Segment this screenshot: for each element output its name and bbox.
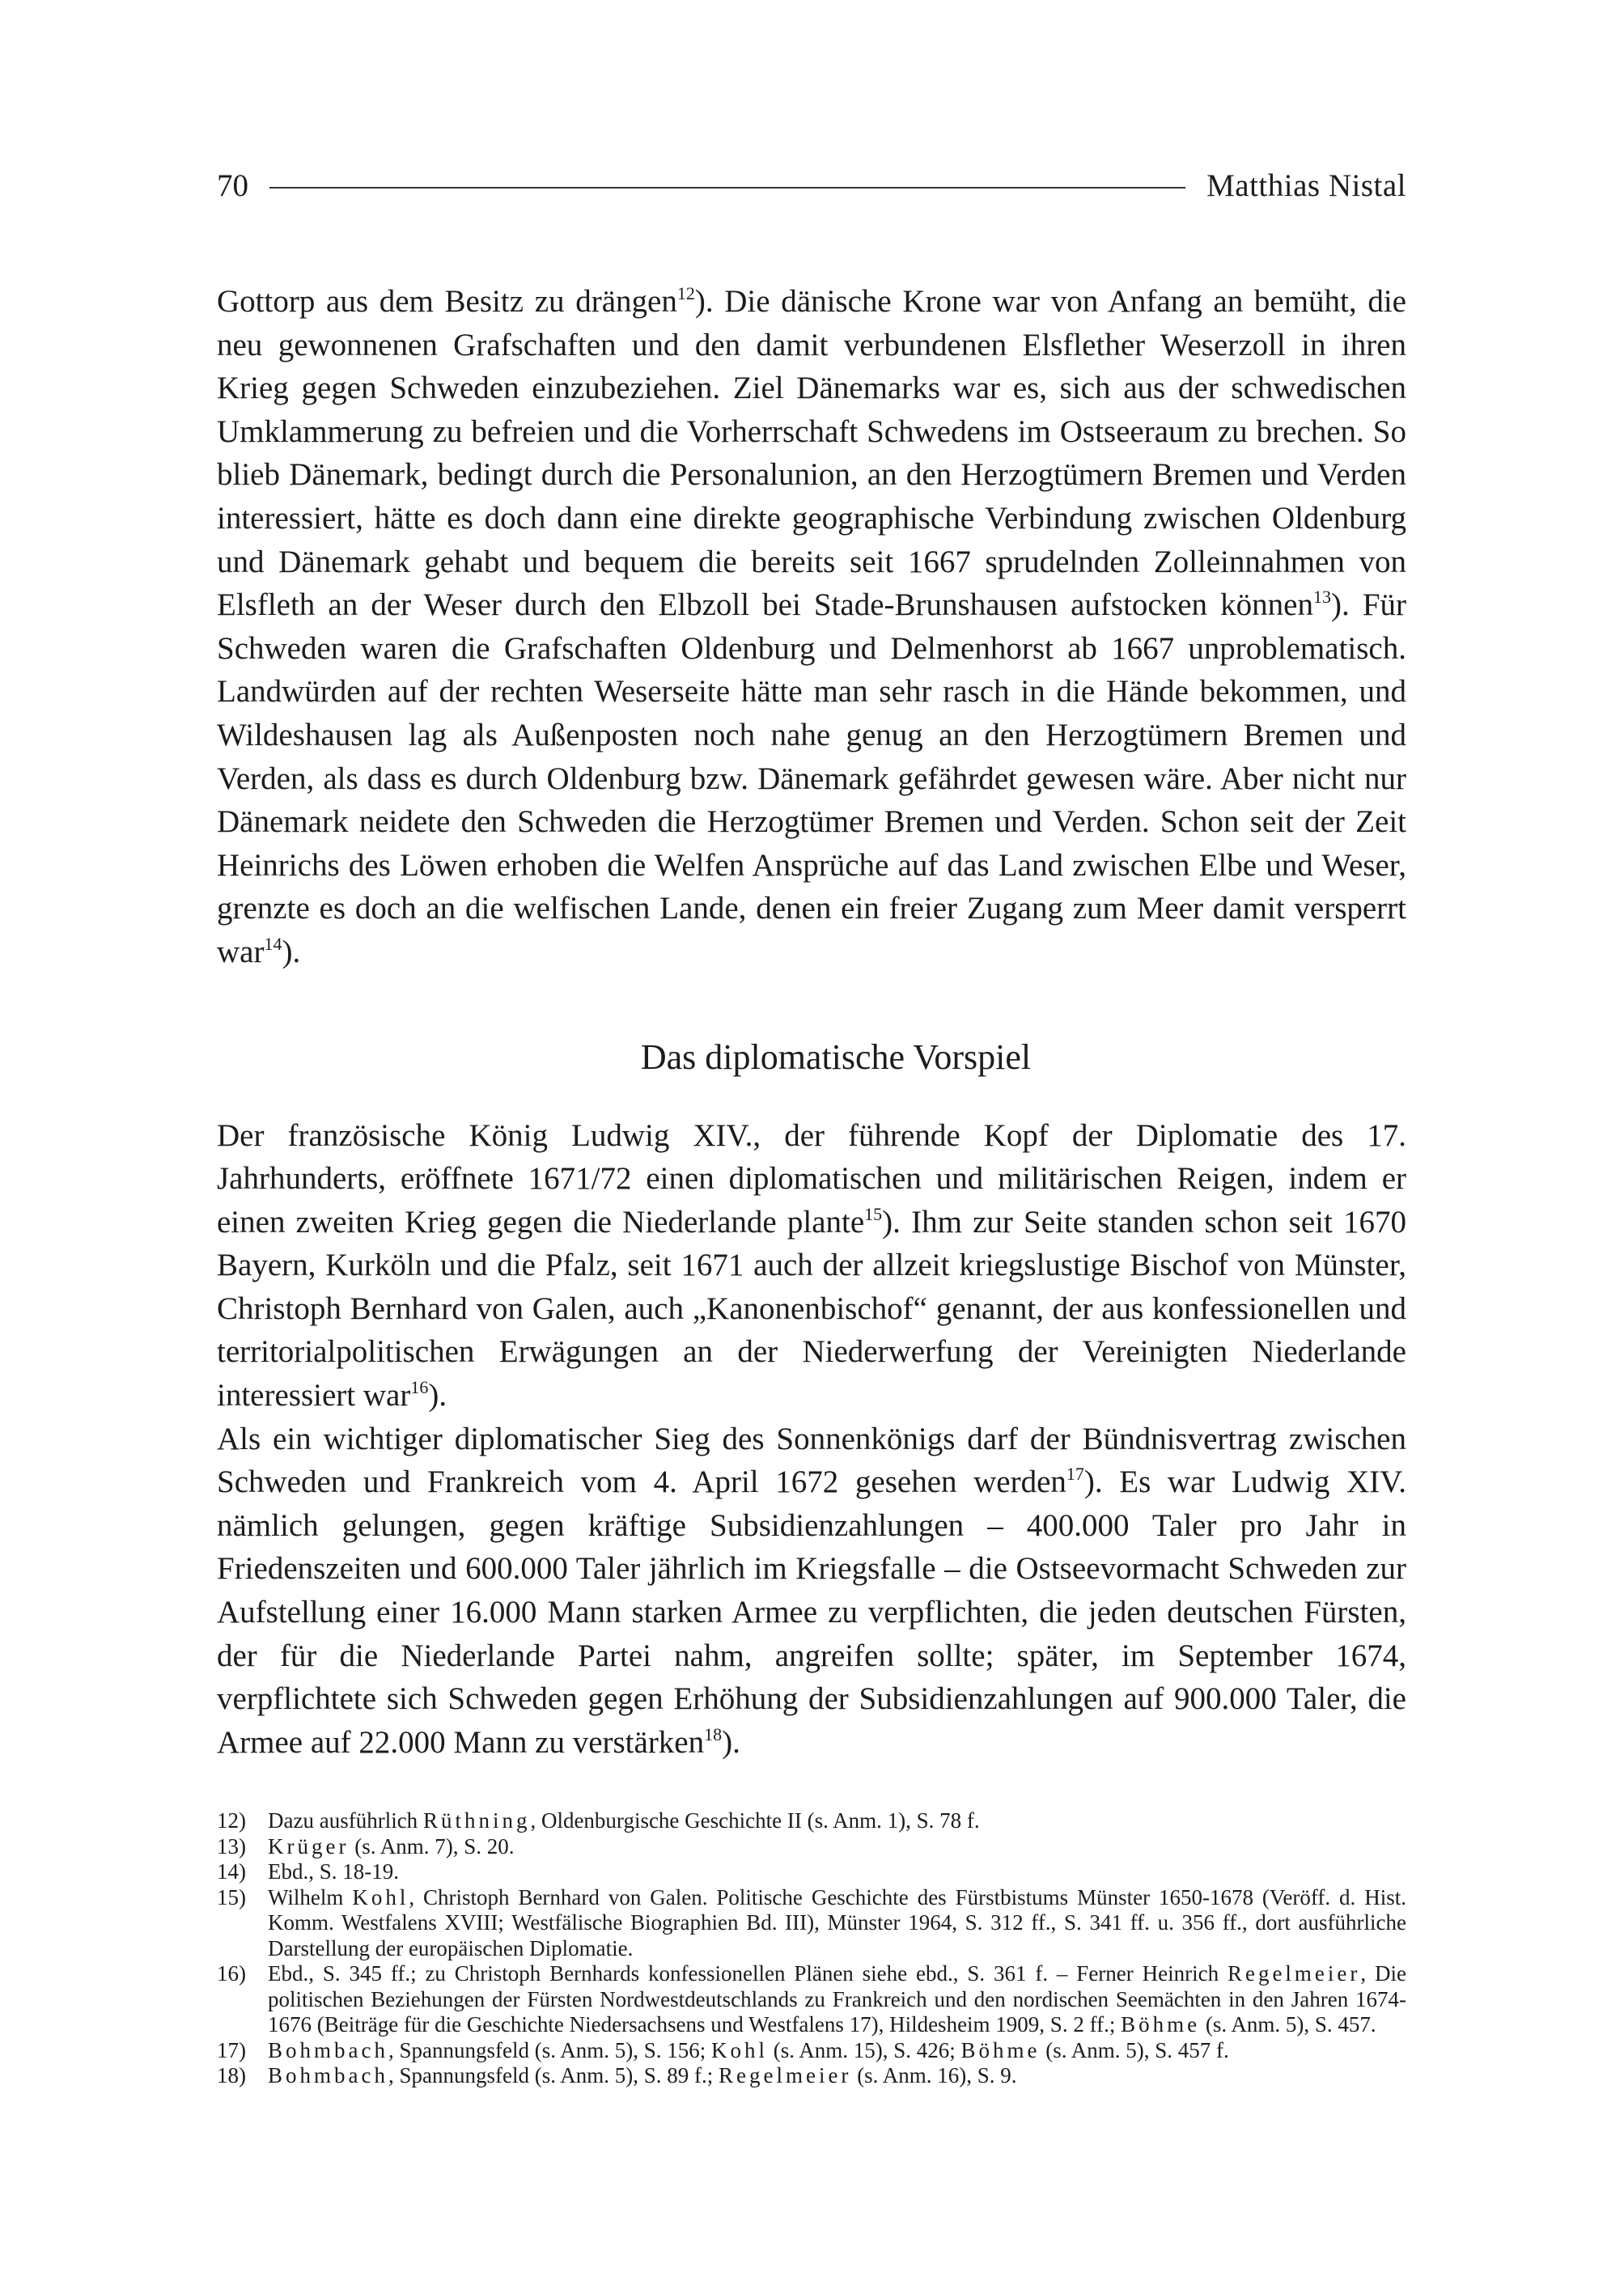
footnote xyxy=(217,2063,1406,2089)
footnote-number: 13) xyxy=(217,1833,246,1859)
paragraph xyxy=(217,1114,1406,1418)
spaced-author-name: Bohmbach xyxy=(268,2063,388,2088)
footnote-ref: 13 xyxy=(1312,587,1331,608)
header-rule xyxy=(269,187,1185,189)
text-run: Dazu ausführlich xyxy=(268,1808,423,1833)
running-head-author: Matthias Nistal xyxy=(1206,168,1406,203)
text-run: , Christoph Bernhard von Galen. Politische Geschichte des Fürstbistums Münster 1650-1678 (Veröff. d. Hist. Komm. Westfalens XVIII; Westfälische Biographien Bd. III), Münster 1964, S. 312 ff., S. 341 ff. u. 356 ff., dort ausführliche Darstellung der europäischen Diplomatie. xyxy=(268,1884,1406,1960)
text-run: (s. Anm. 5), S. 457. xyxy=(1200,2012,1376,2037)
footnote-number: 18) xyxy=(217,2063,246,2088)
text-run: ). Ihm zur Seite standen schon seit 1670 Bayern, Kurköln und die Pfalz, seit 1671 auch der allzeit kriegslustige Bischof von Münster, Christoph Bernhard von Galen, auch „Kanonenbischof“ genannt, der aus konfessionellen und territorialpolitischen Erwägungen an der Niederwerfung der Vereinigten Niederlande interessiert war xyxy=(217,1204,1406,1414)
paragraph xyxy=(217,1418,1406,1765)
text-run: , Oldenburgische Geschichte II (s. Anm. 1), S. 78 f. xyxy=(530,1808,980,1833)
footnote xyxy=(217,1808,1406,1834)
spaced-author-name: Krüger xyxy=(268,1833,350,1859)
spaced-author-name: Böhme xyxy=(960,2037,1041,2062)
footnote-number: 16) xyxy=(217,1961,246,1986)
text-run: ). xyxy=(428,1378,447,1414)
page-number: 70 xyxy=(217,168,248,203)
section-title: Das diplomatische Vorspiel xyxy=(640,1036,1032,1077)
spaced-author-name: Kohl xyxy=(352,1884,409,1909)
footnote-text xyxy=(268,1885,1406,1962)
footnote xyxy=(217,2038,1406,2064)
footnote xyxy=(217,1885,1406,1962)
spaced-author-name: Bohmbach xyxy=(268,2037,388,2062)
text-run: Wilhelm xyxy=(268,1884,353,1909)
footnote-text xyxy=(268,1961,1406,2038)
text-run: Gottorp aus dem Besitz zu drängen xyxy=(217,284,677,319)
footnote-ref: 17 xyxy=(1066,1464,1084,1485)
footnote-number: 17) xyxy=(217,2037,246,2062)
text-run: Der französische König Ludwig XIV., der führende Kopf der Diplomatie des 17. Jahrhunderts, eröffnete 1671/72 einen diplomatischen und militärischen Reigen, indem er einen zweiten Krieg gegen die Niederlande plante xyxy=(217,1117,1406,1240)
footnote-ref: 18 xyxy=(704,1723,723,1744)
text-run: Als ein wichtiger diplomatischer Sieg des Sonnenkönigs darf der Bündnisvertrag zwischen Schweden und Frankreich vom 4. April 1672 gesehen werden xyxy=(217,1421,1406,1500)
body-text xyxy=(217,280,1406,1764)
text-run: Ebd., S. 345 ff.; zu Christoph Bernhards konfessionellen Plänen siehe ebd., S. 361 f. – Ferner Heinrich xyxy=(268,1961,1228,1986)
footnote xyxy=(217,1859,1406,1885)
running-head xyxy=(217,162,1406,210)
footnote-text xyxy=(268,2038,1406,2064)
footnote-ref: 16 xyxy=(410,1377,429,1398)
spaced-author-name: Böhme xyxy=(1121,2012,1201,2037)
footnote-number: 12) xyxy=(217,1808,246,1833)
text-run: (s. Anm. 7), S. 20. xyxy=(349,1833,515,1859)
footnote xyxy=(217,1834,1406,1860)
text-run: (s. Anm. 5), S. 457 f. xyxy=(1040,2037,1229,2062)
footnote-text xyxy=(268,1808,1406,1834)
text-run: (s. Anm. 16), S. 9. xyxy=(851,2063,1017,2088)
page xyxy=(217,162,1406,2089)
text-run: ). xyxy=(722,1724,740,1760)
text-run: ). Die dänische Krone war von Anfang an bemüht, die neu gewonnenen Grafschaften und den damit verbundenen Elsflether Weserzoll in ihren Krieg gegen Schweden einzubeziehen. Ziel Dänemarks war es, sich aus der schwedischen Umklammerung zu befreien und die Vorherrschaft Schwedens im Ostseeraum zu brechen. So blieb Dänemark, bedingt durch die Personalunion, an den Herzogtümern Bremen und Verden interessiert, hätte es doch dann eine direkte geographische Verbindung zwischen Oldenburg und Dänemark gehabt und bequem die bereits seit 1667 sprudelnden Zolleinnahmen von Elsfleth an der Weser durch den Elbzoll bei Stade-Brunshausen aufstocken können xyxy=(217,284,1406,623)
text-run: (s. Anm. 15), S. 426; xyxy=(768,2037,961,2062)
footnote-text xyxy=(268,2063,1406,2089)
spaced-author-name: Rüthning xyxy=(422,1808,531,1833)
footnote-text: Ebd., S. 18-19. xyxy=(268,1859,399,1884)
text-run: , Spannungsfeld (s. Anm. 5), S. 89 f.; xyxy=(388,2063,719,2088)
text-run: ). xyxy=(282,934,301,969)
text-run: , Spannungsfeld (s. Anm. 5), S. 156; xyxy=(388,2037,711,2062)
footnote-number: 15) xyxy=(217,1884,246,1909)
footnote-number: 14) xyxy=(217,1859,246,1884)
footnote-ref: 15 xyxy=(864,1203,883,1224)
footnote xyxy=(217,1961,1406,2038)
footnotes xyxy=(217,1808,1406,2089)
footnote-ref: 14 xyxy=(264,933,282,954)
spaced-author-name: Regelmeier xyxy=(718,2063,852,2088)
footnote-ref: 12 xyxy=(676,283,695,303)
paragraph xyxy=(217,280,1406,974)
spaced-author-name: Regelmeier xyxy=(1227,1961,1361,1986)
spaced-author-name: Kohl xyxy=(711,2037,768,2062)
text-run: , Die politischen Beziehungen der Fürsten Nordwestdeutschlands zu Frankreich und den nordischen Seemächten in den Jahren 1674-1676 (Beiträge für die Geschichte Niedersachsens und Westfalens 17), Hildesheim 1909, S. 2 ff.; xyxy=(268,1961,1407,2037)
footnote-text xyxy=(268,1834,1406,1860)
text-run: ). Für Schweden waren die Grafschaften Oldenburg und Delmenhorst ab 1667 unproblematisch. Landwürden auf der rechten Weserseite hätte man sehr rasch in die Hände bekommen, und Wildeshausen lag als Außenposten noch nahe genug an den Herzogtümern Bremen und Verden, als dass es durch Oldenburg bzw. Dänemark gefährdet gewesen wäre. Aber nicht nur Dänemark neidete den Schweden die Herzogtümer Bremen und Verden. Schon seit der Zeit Heinrichs des Löwen erhoben die Welfen Ansprüche auf das Land zwischen Elbe und Weser, grenzte es doch an die welfischen Lande, denen ein freier Zugang zum Meer damit versperrt war xyxy=(217,587,1407,969)
text-run: ). Es war Ludwig XIV. nämlich gelungen, gegen kräftige Subsidienzahlungen – 400.000 Taler pro Jahr in Friedenszeiten und 600.000 Taler jährlich im Kriegsfalle – die Ostseevormacht Schweden zur Aufstellung einer 16.000 Mann starken Armee zu verpflichten, die jeden deutschen Fürsten, der für die Niederlande Partei nahm, angreifen sollte; später, im September 1674, verpflichtete sich Schweden gegen Erhöhung der Subsidienzahlungen auf 900.000 Taler, die Armee auf 22.000 Mann zu verstärken xyxy=(217,1464,1406,1760)
